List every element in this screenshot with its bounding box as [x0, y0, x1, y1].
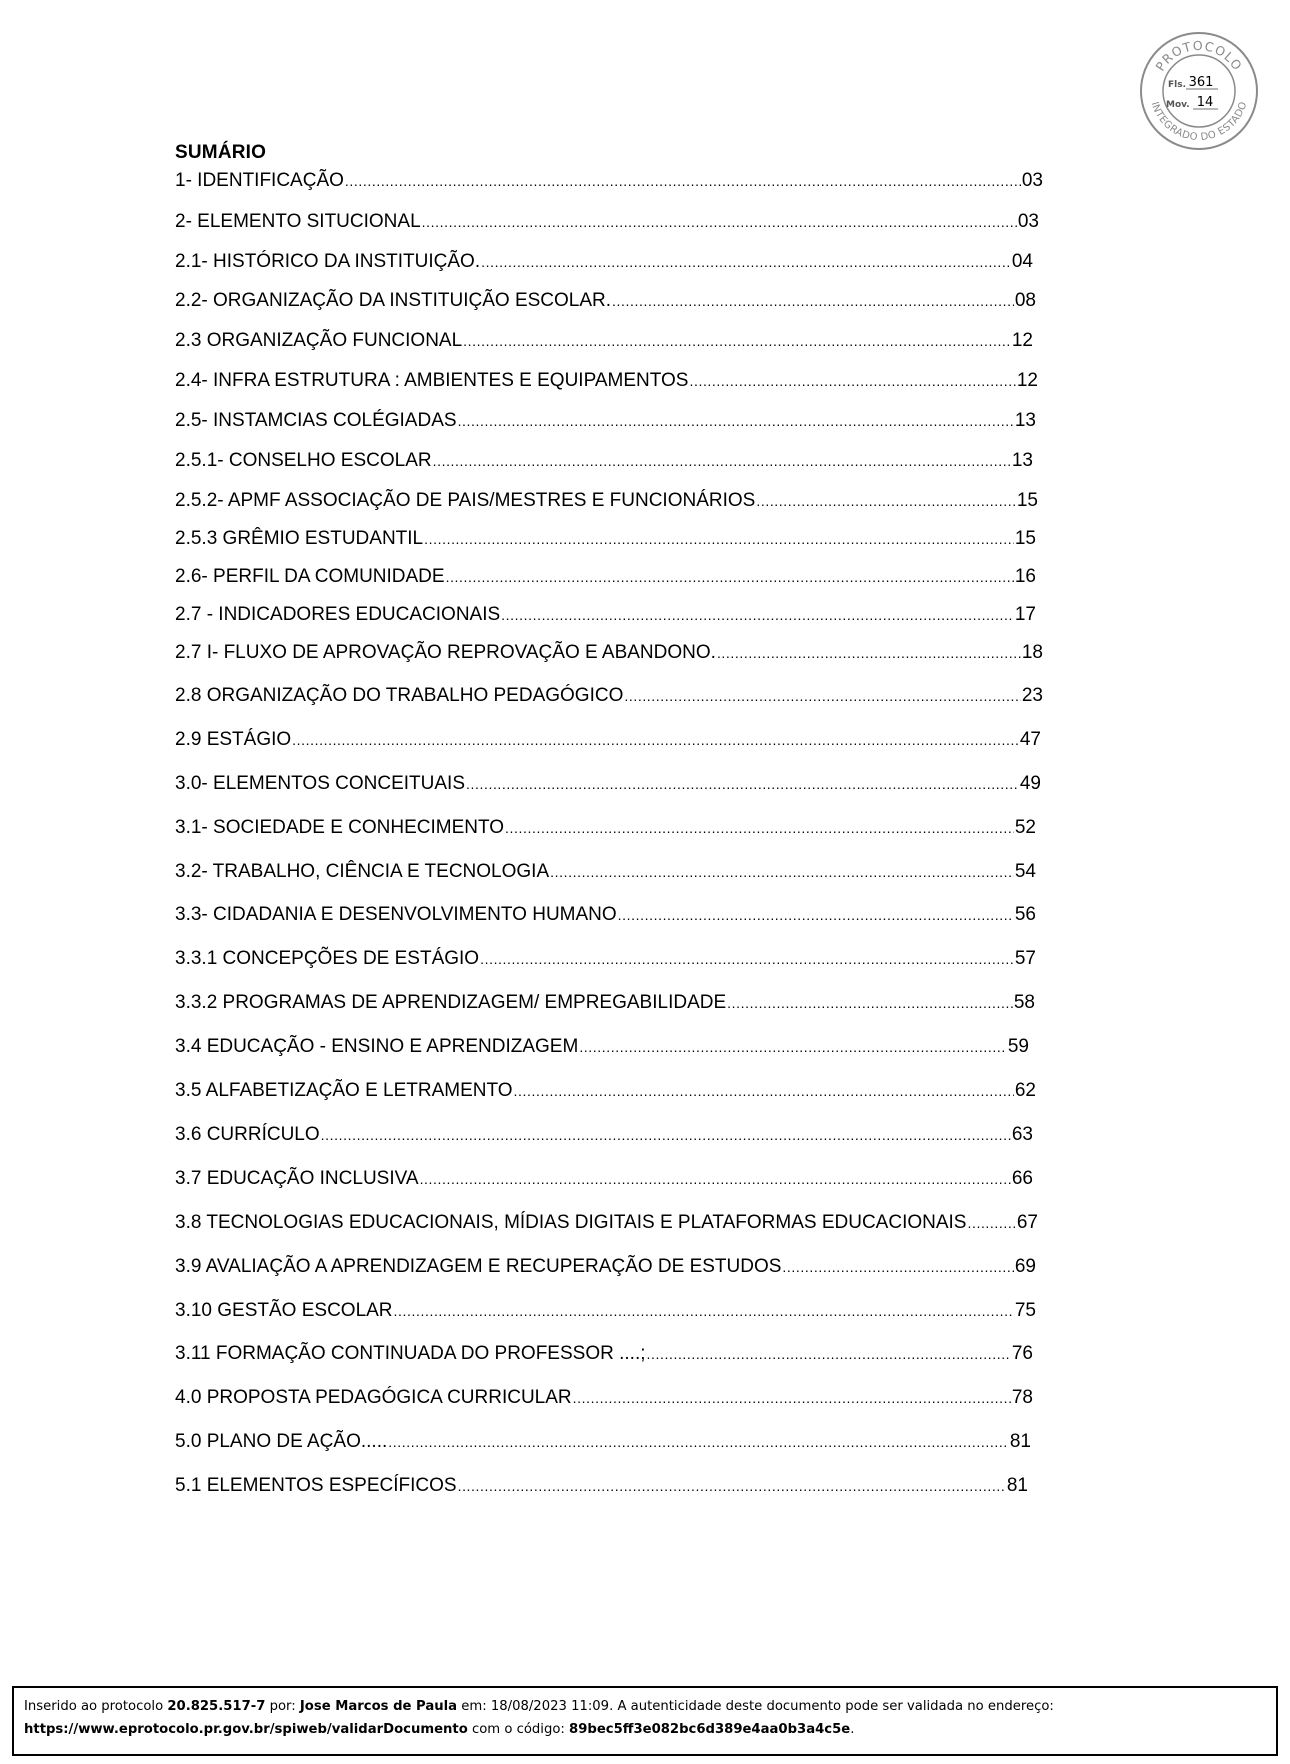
toc-dot-leader	[782, 1255, 1013, 1279]
toc-entry-page: 76	[1011, 1343, 1033, 1364]
toc-entry-page: 75	[1014, 1300, 1036, 1321]
toc-entry-page: 18	[1021, 642, 1043, 663]
toc-entry-page: 16	[1014, 566, 1036, 587]
toc-entry-label: 2.2- ORGANIZAÇÃO DA INSTITUIÇÃO ESCOLAR.	[175, 290, 612, 311]
toc-entry-label: 2.7 I- FLUXO DE APROVAÇÃO REPROVAÇÃO E ABANDONO.	[175, 642, 716, 663]
toc-entry-label: 1- IDENTIFICAÇÃO	[175, 170, 344, 191]
toc-entry-label: 3.9 AVALIAÇÃO A APRENDIZAGEM E RECUPERAÇÃO DE ESTUDOS	[175, 1256, 782, 1277]
footer-validation-code: 89bec5ff3e082bc6d389e4aa0b3a4c5e	[569, 1722, 851, 1737]
toc-entry-label: 2.9 ESTÁGIO	[175, 729, 292, 750]
toc-entry-label: 2.5.2- APMF ASSOCIAÇÃO DE PAIS/MESTRES E FUNCIONÁRIOS	[175, 490, 756, 511]
toc-entry-label: 2.4- INFRA ESTRUTURA : AMBIENTES E EQUIPAMENTOS	[175, 370, 689, 391]
toc-dot-leader	[501, 603, 1014, 627]
toc-entry-page: 13	[1014, 410, 1036, 431]
toc-entry	[175, 169, 1043, 193]
stamp-bottom-text: INTEGRADO DO ESTADO	[1148, 100, 1250, 144]
toc-dot-leader	[967, 1211, 1015, 1235]
toc-entry-page: 62	[1014, 1080, 1036, 1101]
toc-dot-leader	[717, 641, 1021, 665]
footer-prefix: Inserido ao protocolo	[24, 1699, 168, 1714]
toc-entry	[175, 903, 1036, 927]
toc-dot-leader	[579, 1035, 1007, 1059]
toc-entry-label: 3.4 EDUCAÇÃO - ENSINO E APRENDIZAGEM	[175, 1036, 579, 1057]
toc-dot-leader	[321, 1123, 1011, 1147]
footer-date-text: em: 18/08/2023 11:09. A autenticidade deste documento pode ser validada no endereço:	[457, 1699, 1054, 1714]
toc-dot-leader	[689, 369, 1015, 393]
footer-period: .	[850, 1722, 855, 1737]
toc-entry	[175, 489, 1038, 513]
toc-entry-label: 3.2- TRABALHO, CIÊNCIA E TECNOLOGIA	[175, 861, 550, 882]
toc-entry	[175, 641, 1043, 665]
protocol-footer	[12, 1686, 1278, 1756]
toc-entry-label: 3.3.1 CONCEPÇÕES DE ESTÁGIO	[175, 948, 480, 969]
toc-entry	[175, 1299, 1036, 1323]
toc-entry-page: 81	[1006, 1475, 1028, 1496]
stamp-mov-value: 14	[1196, 95, 1214, 110]
toc-dot-leader	[446, 565, 1014, 589]
toc-entry	[175, 860, 1036, 884]
toc-entry-label: 2.6- PERFIL DA COMUNIDADE	[175, 566, 445, 587]
summary-title: SUMÁRIO	[175, 142, 267, 163]
toc-entry-label: 3.7 EDUCAÇÃO INCLUSIVA	[175, 1168, 419, 1189]
toc-entry-page: 81	[1009, 1431, 1031, 1452]
toc-entry-label: 3.11 FORMAÇÃO CONTINUADA DO PROFESSOR ....;	[175, 1343, 646, 1364]
toc-entry	[175, 1035, 1029, 1059]
toc-entry-label: 3.0- ELEMENTOS CONCEITUAIS	[175, 773, 465, 794]
toc-dot-leader	[514, 1079, 1014, 1103]
toc-entry-page: 63	[1011, 1124, 1033, 1145]
toc-entry	[175, 816, 1036, 840]
toc-entry	[175, 369, 1038, 393]
toc-entry-label: 3.10 GESTÃO ESCOLAR	[175, 1300, 393, 1321]
footer-line-2	[24, 1718, 1266, 1741]
footer-code-label: com o código:	[467, 1722, 570, 1737]
toc-dot-leader	[345, 169, 1021, 193]
toc-entry-label: 2- ELEMENTO SITUCIONAL	[175, 211, 421, 232]
toc-entry	[175, 329, 1033, 353]
stamp-mov-label: Mov.	[1166, 100, 1190, 110]
toc-entry-label: 2.1- HISTÓRICO DA INSTITUIÇÃO.	[175, 251, 481, 272]
toc-entry-page: 23	[1021, 685, 1043, 706]
toc-dot-leader	[420, 1167, 1011, 1191]
toc-entry-page: 54	[1014, 861, 1036, 882]
toc-entry	[175, 947, 1036, 971]
toc-entry	[175, 772, 1041, 796]
toc-entry	[175, 1079, 1036, 1103]
toc-entry-page: 04	[1011, 251, 1033, 272]
toc-entry-label: 3.5 ALFABETIZAÇÃO E LETRAMENTO	[175, 1080, 513, 1101]
toc-entry-label: 2.5.3 GRÊMIO ESTUDANTIL	[175, 528, 424, 549]
footer-validation-url[interactable]: https://www.eprotocolo.pr.gov.br/spiweb/validarDocumento	[24, 1722, 468, 1737]
footer-protocol-number: 20.825.517-7	[167, 1699, 266, 1714]
toc-entry	[175, 289, 1036, 313]
footer-line-1	[24, 1695, 1266, 1718]
toc-entry-label: 3.8 TECNOLOGIAS EDUCACIONAIS, MÍDIAS DIGITAIS E PLATAFORMAS EDUCACIONAIS	[175, 1212, 967, 1233]
toc-dot-leader	[463, 329, 1011, 353]
toc-dot-leader	[647, 1342, 1011, 1366]
toc-entry-label: 2.7 - INDICADORES EDUCACIONAIS	[175, 604, 501, 625]
toc-entry-label: 3.1- SOCIEDADE E CONHECIMENTO	[175, 817, 505, 838]
toc-dot-leader	[466, 772, 1019, 796]
toc-entry	[175, 210, 1039, 234]
protocol-stamp	[1138, 30, 1260, 152]
toc-entry-label: 3.3.2 PROGRAMAS DE APRENDIZAGEM/ EMPREGABILIDADE	[175, 992, 727, 1013]
toc-dot-leader	[424, 527, 1014, 551]
toc-dot-leader	[612, 289, 1014, 313]
toc-entry	[175, 409, 1036, 433]
toc-entry	[175, 1211, 1038, 1235]
toc-entry	[175, 449, 1033, 473]
toc-entry-label: 3.6 CURRÍCULO	[175, 1124, 320, 1145]
toc-entry	[175, 250, 1033, 274]
toc-entry-label: 5.1 ELEMENTOS ESPECÍFICOS	[175, 1475, 457, 1496]
toc-entry-page: 08	[1014, 290, 1036, 311]
toc-entry	[175, 603, 1036, 627]
toc-entry	[175, 1255, 1036, 1279]
toc-entry-page: 15	[1016, 490, 1038, 511]
stamp-fls-value: 361	[1188, 75, 1214, 90]
toc-entry-page: 15	[1014, 528, 1036, 549]
toc-entry	[175, 684, 1043, 708]
toc-entry	[175, 1167, 1033, 1191]
toc-entry-label: 2.8 ORGANIZAÇÃO DO TRABALHO PEDAGÓGICO	[175, 685, 624, 706]
toc-dot-leader	[388, 1430, 1009, 1454]
toc-entry-page: 56	[1014, 904, 1036, 925]
toc-dot-leader	[573, 1386, 1011, 1410]
toc-entry	[175, 991, 1035, 1015]
toc-dot-leader	[480, 947, 1014, 971]
toc-entry-page: 12	[1016, 370, 1038, 391]
toc-entry-label: 2.5- INSTAMCIAS COLÉGIADAS	[175, 410, 457, 431]
toc-dot-leader	[624, 684, 1021, 708]
toc-entry	[175, 1474, 1028, 1498]
toc-dot-leader	[292, 728, 1019, 752]
toc-dot-leader	[756, 489, 1016, 513]
toc-dot-leader	[727, 991, 1013, 1015]
toc-entry-page: 58	[1013, 992, 1035, 1013]
toc-entry-label: 5.0 PLANO DE AÇÃO.....	[175, 1431, 388, 1452]
toc-entry-page: 69	[1014, 1256, 1036, 1277]
toc-dot-leader	[394, 1299, 1014, 1323]
footer-by-label: por:	[265, 1699, 300, 1714]
toc-dot-leader	[458, 1474, 1006, 1498]
toc-dot-leader	[458, 409, 1014, 433]
toc-entry-page: 66	[1011, 1168, 1033, 1189]
toc-entry	[175, 728, 1041, 752]
toc-entry	[175, 1342, 1033, 1366]
toc-entry-page: 13	[1011, 450, 1033, 471]
toc-entry-page: 67	[1016, 1212, 1038, 1233]
toc-entry-label: 2.5.1- CONSELHO ESCOLAR	[175, 450, 432, 471]
toc-dot-leader	[618, 903, 1014, 927]
toc-entry-label: 2.3 ORGANIZAÇÃO FUNCIONAL	[175, 330, 463, 351]
toc-dot-leader	[505, 816, 1014, 840]
toc-entry-page: 57	[1014, 948, 1036, 969]
toc-entry	[175, 1430, 1031, 1454]
toc-entry-page: 12	[1011, 330, 1033, 351]
stamp-fls-label: Fls.	[1168, 80, 1187, 90]
toc-entry-page: 59	[1007, 1036, 1029, 1057]
toc-entry-label: 4.0 PROPOSTA PEDAGÓGICA CURRICULAR	[175, 1387, 572, 1408]
toc-entry-page: 52	[1014, 817, 1036, 838]
toc-entry	[175, 1386, 1033, 1410]
toc-entry-page: 49	[1019, 773, 1041, 794]
toc-entry	[175, 565, 1036, 589]
toc-entry-page: 17	[1014, 604, 1036, 625]
toc-dot-leader	[550, 860, 1014, 884]
toc-entry-page: 47	[1019, 729, 1041, 750]
footer-author: Jose Marcos de Paula	[299, 1699, 458, 1714]
toc-entry-page: 03	[1021, 170, 1043, 191]
toc-dot-leader	[481, 250, 1011, 274]
toc-entry	[175, 527, 1036, 551]
toc-entry	[175, 1123, 1033, 1147]
toc-entry-page: 03	[1017, 211, 1039, 232]
stamp-top-text: PROTOCOLO	[1152, 37, 1246, 74]
toc-dot-leader	[433, 449, 1011, 473]
toc-entry-label: 3.3- CIDADANIA E DESENVOLVIMENTO HUMANO	[175, 904, 617, 925]
toc-dot-leader	[422, 210, 1017, 234]
toc-entry-page: 78	[1011, 1387, 1033, 1408]
